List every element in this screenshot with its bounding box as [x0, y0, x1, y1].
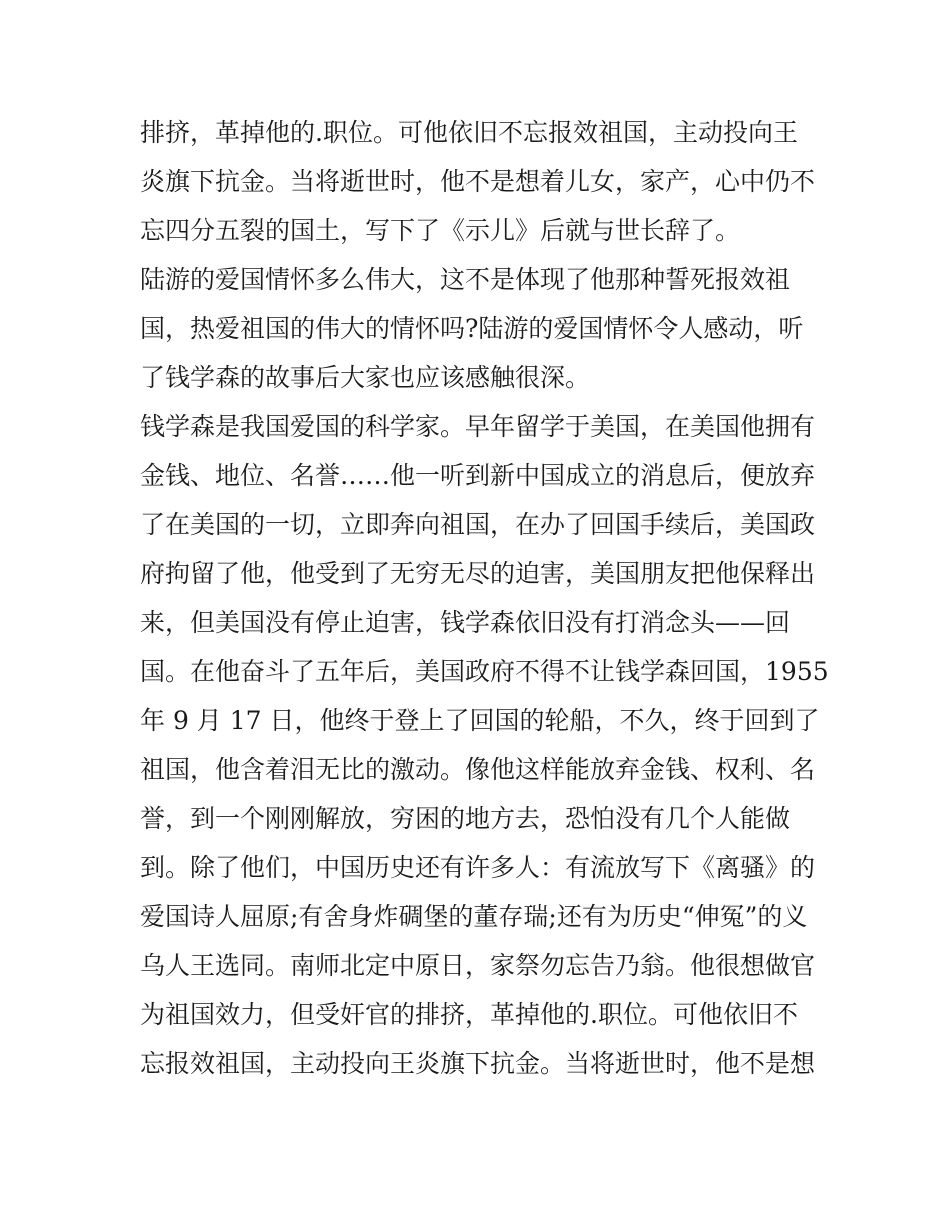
text-line: 乌人王选同。南师北定中原日，家祭勿忘告乃翁。他很想做官 — [140, 951, 816, 980]
text-line: 炎旗下抗金。当将逝世时，他不是想着儿女，家产，心中仍不 — [140, 167, 816, 196]
text-line: 国。在他奋斗了五年后，美国政府不得不让钱学森回国，1955 — [140, 657, 829, 686]
text-line: 排挤，革掉他的.职位。可他依旧不忘报效祖国，主动投向王 — [140, 118, 798, 147]
text-line: 忘四分五裂的国土，写下了《示儿》后就与世长辞了。 — [140, 216, 741, 245]
text-line: 忘报效祖国，主动投向王炎旗下抗金。当将逝世时，他不是想 — [140, 1049, 816, 1078]
document-body — [140, 108, 830, 1088]
text-line: 金钱、地位、名誉……他一听到新中国成立的消息后，便放弃 — [140, 461, 816, 490]
text-line: 为祖国效力，但受奸官的排挤，革掉他的.职位。可他依旧不 — [140, 1000, 798, 1029]
text-line: 祖国，他含着泪无比的激动。像他这样能放弃金钱、权利、名 — [140, 755, 816, 784]
text-line: 了在美国的一切，立即奔向祖国，在办了回国手续后，美国政 — [140, 510, 816, 539]
text-line: 誉，到一个刚刚解放，穷困的地方去，恐怕没有几个人能做 — [140, 804, 791, 833]
text-line: 了钱学森的故事后大家也应该感触很深。 — [140, 363, 591, 392]
text-line: 陆游的爱国情怀多么伟大，这不是体现了他那种誓死报效祖 — [140, 265, 791, 294]
text-line: 府拘留了他，他受到了无穷无尽的迫害，美国朋友把他保释出 — [140, 559, 816, 588]
text-line: 爱国诗人屈原;有舍身炸碉堡的董存瑞;还有为历史“伸冤”的义 — [140, 902, 808, 931]
text-line: 钱学森是我国爱国的科学家。早年留学于美国，在美国他拥有 — [140, 412, 816, 441]
text-line: 来，但美国没有停止迫害，钱学森依旧没有打消念头——回 — [140, 608, 791, 637]
text-line: 年 9 月 17 日，他终于登上了回国的轮船，不久，终于回到了 — [140, 706, 820, 735]
text-line: 到。除了他们，中国历史还有许多人：有流放写下《离骚》的 — [140, 853, 816, 882]
text-line: 国，热爱祖国的伟大的情怀吗?陆游的爱国情怀令人感动，听 — [140, 314, 804, 343]
